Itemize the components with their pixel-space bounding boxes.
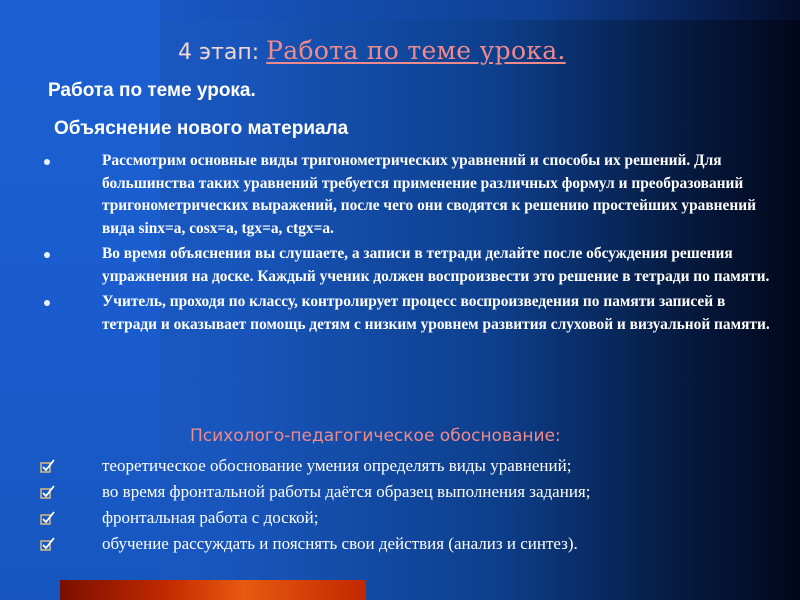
bullet-text: Во время объяснения вы слушаете, а записи в тетради делайте после обсуждения решения упражнения на доске. Каждый ученик должен воспроизвести это решение в тетради по памяти. [102, 245, 770, 285]
justification-text: фронтальная работа с доской; [102, 508, 319, 527]
justification-item [0, 479, 800, 505]
justification-heading: Психолого-педагогическое обоснование: [190, 426, 561, 446]
bullet-item [0, 243, 800, 288]
dot-bullet-icon [44, 300, 50, 306]
subheading-topic: Работа по теме урока. [48, 80, 256, 101]
subheading-explanation: Объяснение нового материала [54, 118, 349, 139]
justification-text: теоретическое обоснование умения определять виды уравнений; [102, 456, 572, 475]
checkbox-check-icon [40, 459, 56, 473]
justification-text: во время фронтальной работы даётся образец выполнения задания; [102, 482, 591, 501]
justification-text: обучение рассуждать и пояснять свои действия (анализ и синтез). [102, 534, 578, 553]
checkbox-check-icon [40, 485, 56, 499]
dot-bullet-icon [44, 159, 50, 165]
title-main: Работа по теме урока. [266, 36, 566, 65]
slide-title [178, 36, 566, 65]
dot-bullet-icon [44, 252, 50, 258]
title-prefix: 4 этап: [178, 40, 267, 65]
bullet-text: Рассмотрим основные виды тригонометрических уравнений и способы их решений. Для большинства таких уравнений требуется применение различных формул и преобразований тригонометрических выражений, после чего они сводятся к решению простейших уравнений вида sinx=a, cosx=a, tgx=a, ctgx=a. [102, 152, 756, 237]
bullet-text: Учитель, проходя по классу, контролирует процесс воспроизведения по памяти записей в тетради и оказывает помощь детям с низким уровнем развития слуховой и визуальной памяти. [102, 293, 770, 333]
bullet-item [0, 291, 800, 336]
bullet-list [0, 150, 800, 339]
justification-item [0, 453, 800, 479]
justification-list [0, 453, 800, 557]
checkbox-check-icon [40, 511, 56, 525]
checkbox-check-icon [40, 537, 56, 551]
justification-item [0, 531, 800, 557]
top-decor-strip [160, 0, 800, 20]
bullet-item [0, 150, 800, 240]
bottom-accent-bar [60, 580, 366, 600]
justification-item [0, 505, 800, 531]
